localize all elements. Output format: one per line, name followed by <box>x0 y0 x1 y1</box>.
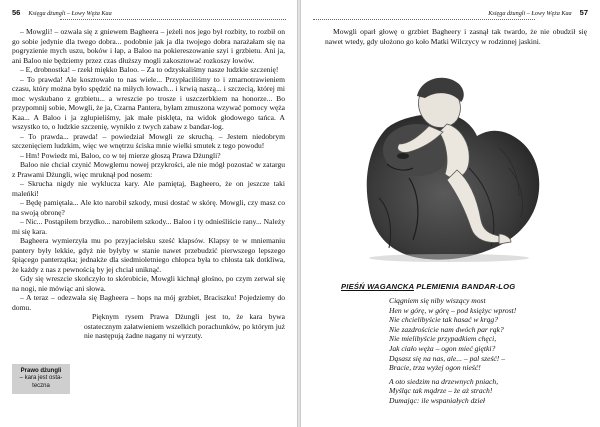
paragraph: – A teraz – odezwała się Bagheera – hops na mój grzbiet, Braciszku! Pojedziemy do domu. <box>12 293 285 312</box>
poem-line: Nie mielibyście przypadkiem chęci, <box>389 334 497 344</box>
left-running-title: Księga dżungli – Łowy Węża Kaa <box>28 10 112 17</box>
poem-line: Bracie, trza wyżej ogon nieść! <box>389 363 481 373</box>
left-page-number: 56 <box>12 8 21 17</box>
paragraph: – E, drobnostka! – rzekł miękko Baloo. – Za to odzyskaliśmy nasze ludzkie szczenię! <box>20 65 279 74</box>
right-running-title: Księga dżungli – Łowy Węża Kaa <box>488 10 572 17</box>
paragraph: Mowgli oparł głowę o grzbiet Bagheery i zasnął tak twardo, że nie obudził się nawet wtedy, gdy ułożono go koło Matki Wilczycy w rodzinnej jaskini. <box>325 27 587 46</box>
poem-line: Myśląc tak mądrze – że aż strach! <box>389 386 493 396</box>
margin-note-line: – kara jest osta- <box>19 375 63 382</box>
poem-line: Dąsasz się na nas, ale... – pal sześć! – <box>389 353 506 363</box>
left-running-head <box>12 8 112 17</box>
paragraph: – Mowgli! – ozwała się z gniewem Bagheera – jeżeli nos jego był rozbity, to rozbił on go sobie jedynie dla twego dobra... podobnie jak ja dla twojego dobra narażałam się na pogryzienie mych uszu, boków i łap, a Baloo na pokiereszowanie szyi i grzbietu. Ani ja, ani Baloo nie będziemy przez czas dłuższy mogli zakosztować rozkoszy łowów. <box>12 27 285 65</box>
right-page-number: 57 <box>579 8 588 17</box>
poem-line: Nie chcielibyście tak hasać w krąg? <box>389 315 499 325</box>
paragraph: – Będę pamiętała... Ale kto narobił szkody, musi dostać w skórę. Mowgli, czy masz co na swoją obronę? <box>12 198 285 217</box>
left-body-text <box>12 27 285 341</box>
right-body-text <box>325 27 587 46</box>
right-header-rule <box>313 19 535 20</box>
left-page <box>0 0 297 427</box>
margin-note-box <box>12 364 70 394</box>
margin-note-line: Prawo dżungli <box>20 368 62 375</box>
poem-line: Ciągniem się niby wiszący most <box>389 296 486 305</box>
paragraph: – To prawda... prawda! – powiedział Mowgli ze skruchą. – Jestem niedobrym szczenięciem ludzkim, więc we wnętrzu ściska mnie wielki smutek z tego powodu! <box>12 131 285 150</box>
poem-line: Jak ciało węża – ogon mieć giętki? <box>389 343 496 353</box>
poem-line: A oto siedzim na drzewnych pniach, <box>389 376 499 386</box>
paragraph: Pięknym rysem Prawa Dżungli jest to, że kara bywa ostatecznym załatwieniem wszelkich porachunków, po którym już nie następują żadne nagany ni wyrzuty. <box>84 312 285 340</box>
right-running-head <box>488 8 588 17</box>
paragraph: Baloo nie chciał czynić Mowglemu nowej przykrości, ale nie mógł pozostać w zatargu z Prawami Dżungli, więc mruknął pod nosem: <box>12 160 285 179</box>
song-title: PIEŚŃ WAGANCKA PLEMIENIA BANDAR-LOG <box>341 282 516 291</box>
mowgli-bagheera-illustration <box>349 58 549 263</box>
left-header-rule <box>60 19 286 20</box>
margin-note-line: teczna <box>32 382 50 389</box>
right-page <box>301 0 600 427</box>
poem-line: Dumając: ile wspaniałych dzieł <box>389 395 485 405</box>
paragraph: – Skrucha nigdy nie wyklucza kary. Ale pamiętaj, Bagheero, że on jeszcze taki maleńki! <box>12 179 285 198</box>
paragraph: Gdy się wreszcie skończyło to skórobicie, Mowgli kichnął głośno, po czym zerwał się na nogi, nie mówiąc ani słowa. <box>12 274 285 293</box>
poem <box>389 296 589 406</box>
poem-line: Hen w górę, w górę – pod księżyc wprost! <box>389 305 517 315</box>
paragraph: Bagheera wymierzyła mu po przyjacielsku sześć klapsów. Klapsy te w mniemaniu pantery były lekkie, gdyż nie byłyby w stanie nawet przebudzić pierwszego lepszego śpiącego panterzątka; jednakże dla siedmioletniego chłopca była to chłosta tak dotkliwa, że każdy z nas z pewnością by jej chciał uniknąć. <box>12 236 285 274</box>
paragraph: – Nic... Postąpiłem brzydko... narobiłem szkody... Baloo i ty odnieśliście rany... Należy mi się kara. <box>12 217 285 236</box>
paragraph: – Hm! Powiedz mi, Baloo, co w tej mierze głoszą Prawa Dżungli? <box>20 150 221 160</box>
paragraph: – To prawda! Ale kosztowało to nas wiele... Przypłaciliśmy to i zmarnotrawieniem czasu, który można było spędzić na miłych łowach... i krwią naszą... i szczecią, której mi moc wyskubano z grzbietu... a wreszcie po trosze i uszczerbkiem na honorze... Bo przypomnij sobie, Mowgli, że ja, Czarna Pantera, byłam zmuszona wzywać pomocy węża Kaa... A Baloo i ja zgłupieliśmy, jak małe pisklęta, na widok głodowego tańca. A wszystko to, o ludzkie szczenię, wynikło z twych zabaw z bandar-log. <box>12 74 285 131</box>
poem-line: Nie zazdrościcie nam dwóch par rąk? <box>389 324 504 334</box>
